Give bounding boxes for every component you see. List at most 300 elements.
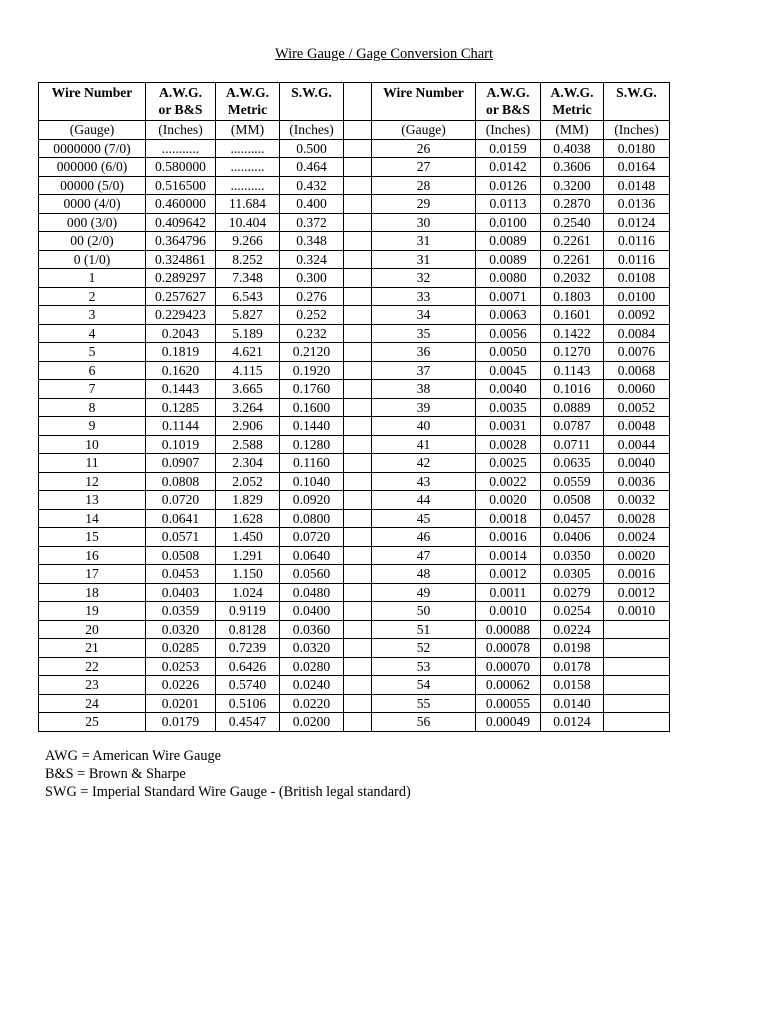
table-cell: 0.1019: [146, 435, 216, 454]
spacer-cell: [344, 528, 372, 547]
table-cell: 0.0010: [476, 602, 541, 621]
table-cell: 1.024: [216, 583, 280, 602]
table-cell: 0.300: [280, 269, 344, 288]
spacer-cell: [344, 398, 372, 417]
table-cell: 0.0020: [604, 546, 670, 565]
table-cell: 24: [39, 694, 146, 713]
table-cell: 15: [39, 528, 146, 547]
table-cell: 35: [372, 324, 476, 343]
table-cell: 0.0280: [280, 657, 344, 676]
table-cell: 22: [39, 657, 146, 676]
spacer-cell: [344, 176, 372, 195]
table-cell: 0.257627: [146, 287, 216, 306]
table-cell: 0.0224: [541, 620, 604, 639]
table-cell: 27: [372, 158, 476, 177]
table-cell: 0.400: [280, 195, 344, 214]
abbreviation-legend: [45, 747, 411, 801]
table-cell: 0.0025: [476, 454, 541, 473]
spacer-cell: [344, 472, 372, 491]
table-cell: 26: [372, 139, 476, 158]
table-cell: 0.0400: [280, 602, 344, 621]
table-cell: 23: [39, 676, 146, 695]
table-row: [39, 528, 670, 547]
table-row: [39, 491, 670, 510]
table-cell: 0.1620: [146, 361, 216, 380]
table-cell: 28: [372, 176, 476, 195]
table-cell: 0000000 (7/0): [39, 139, 146, 158]
spacer-cell: [344, 713, 372, 732]
table-cell: 5.827: [216, 306, 280, 325]
spacer-cell: [344, 343, 372, 362]
table-cell: 0.0084: [604, 324, 670, 343]
table-cell: 0.0044: [604, 435, 670, 454]
table-row: [39, 565, 670, 584]
table-cell: 0.6426: [216, 657, 280, 676]
table-row: [39, 435, 670, 454]
table-cell: 0.0142: [476, 158, 541, 177]
table-cell: 0.0200: [280, 713, 344, 732]
table-cell: (Inches): [280, 121, 344, 140]
table-cell: 52: [372, 639, 476, 658]
table-cell: (MM): [216, 121, 280, 140]
table-row: [39, 694, 670, 713]
table-cell: 0.0320: [146, 620, 216, 639]
table-cell: 17: [39, 565, 146, 584]
table-row: [39, 676, 670, 695]
table-cell: 0.0920: [280, 491, 344, 510]
table-cell: 0.0016: [604, 565, 670, 584]
table-cell: 0.0178: [541, 657, 604, 676]
table-cell: 4: [39, 324, 146, 343]
table-cell: 1.150: [216, 565, 280, 584]
table-cell: 0.2120: [280, 343, 344, 362]
spacer-cell: [344, 324, 372, 343]
table-cell: ..........: [216, 139, 280, 158]
table-cell: (Gauge): [372, 121, 476, 140]
table-cell: 0.0571: [146, 528, 216, 547]
table-cell: 0.0089: [476, 250, 541, 269]
spacer-cell: [344, 565, 372, 584]
table-cell: 0.3200: [541, 176, 604, 195]
spacer-cell: [344, 380, 372, 399]
table-cell: 0.0140: [541, 694, 604, 713]
table-cell: 0.1600: [280, 398, 344, 417]
table-cell: 19: [39, 602, 146, 621]
legend-line: SWG = Imperial Standard Wire Gauge - (British legal standard): [45, 784, 411, 800]
table-cell: Wire Number: [372, 83, 476, 121]
table-cell: 0.324861: [146, 250, 216, 269]
table-cell: 0.324: [280, 250, 344, 269]
spacer-cell: [344, 509, 372, 528]
table-cell: (Inches): [146, 121, 216, 140]
table-cell: 0.0036: [604, 472, 670, 491]
table-row: [39, 602, 670, 621]
table-cell: 7.348: [216, 269, 280, 288]
table-row: [39, 139, 670, 158]
spacer-cell: [344, 454, 372, 473]
legend-line: AWG = American Wire Gauge: [45, 748, 221, 764]
table-cell: ..........: [216, 176, 280, 195]
table-cell: 0.0635: [541, 454, 604, 473]
table-cell: A.W.G. Metric: [541, 83, 604, 121]
unit-row: [39, 121, 670, 140]
table-cell: 0.0060: [604, 380, 670, 399]
table-cell: 0000 (4/0): [39, 195, 146, 214]
table-cell: 34: [372, 306, 476, 325]
spacer-cell: [344, 250, 372, 269]
table-row: [39, 620, 670, 639]
table-cell: [604, 657, 670, 676]
table-cell: 10: [39, 435, 146, 454]
table-cell: 0.0100: [476, 213, 541, 232]
table-cell: 0.0406: [541, 528, 604, 547]
table-cell: 0.0559: [541, 472, 604, 491]
table-cell: 32: [372, 269, 476, 288]
table-cell: 0.2870: [541, 195, 604, 214]
legend-line: B&S = Brown & Sharpe: [45, 766, 186, 782]
table-row: [39, 546, 670, 565]
table-cell: 0.1440: [280, 417, 344, 436]
table-cell: 0.0113: [476, 195, 541, 214]
table-cell: 0.2261: [541, 250, 604, 269]
table-cell: 0.0350: [541, 546, 604, 565]
table-cell: 30: [372, 213, 476, 232]
table-row: [39, 287, 670, 306]
table-cell: 0.0720: [146, 491, 216, 510]
table-cell: 0.0089: [476, 232, 541, 251]
table-cell: 0.0028: [476, 435, 541, 454]
spacer-cell: [344, 232, 372, 251]
table-cell: 0.1760: [280, 380, 344, 399]
table-cell: 0.0240: [280, 676, 344, 695]
table-cell: ..........: [216, 158, 280, 177]
table-cell: 0.00070: [476, 657, 541, 676]
table-cell: 0.0018: [476, 509, 541, 528]
table-cell: 0.0012: [604, 583, 670, 602]
spacer-cell: [344, 213, 372, 232]
table-cell: [604, 713, 670, 732]
table-cell: 48: [372, 565, 476, 584]
table-cell: 000 (3/0): [39, 213, 146, 232]
table-cell: 0.4038: [541, 139, 604, 158]
table-cell: [604, 676, 670, 695]
table-cell: 0.2032: [541, 269, 604, 288]
table-cell: 21: [39, 639, 146, 658]
table-row: [39, 509, 670, 528]
table-cell: 0.0010: [604, 602, 670, 621]
table-row: [39, 343, 670, 362]
table-cell: 0.5740: [216, 676, 280, 695]
table-cell: 29: [372, 195, 476, 214]
table-cell: 0.0453: [146, 565, 216, 584]
table-cell: 3.665: [216, 380, 280, 399]
table-cell: 0.0056: [476, 324, 541, 343]
table-cell: ...........: [146, 139, 216, 158]
table-cell: 8.252: [216, 250, 280, 269]
table-cell: 0.460000: [146, 195, 216, 214]
table-cell: 0.0012: [476, 565, 541, 584]
table-cell: 53: [372, 657, 476, 676]
table-row: [39, 176, 670, 195]
table-cell: 11: [39, 454, 146, 473]
table-cell: 0.0100: [604, 287, 670, 306]
table-cell: 0.1270: [541, 343, 604, 362]
table-cell: 0.0011: [476, 583, 541, 602]
table-cell: 0.464: [280, 158, 344, 177]
table-cell: 6: [39, 361, 146, 380]
table-cell: 0.0285: [146, 639, 216, 658]
table-cell: 0.1920: [280, 361, 344, 380]
table-cell: 5.189: [216, 324, 280, 343]
table-cell: 0.0014: [476, 546, 541, 565]
table-cell: 2: [39, 287, 146, 306]
table-cell: 0.0198: [541, 639, 604, 658]
table-cell: 0.0028: [604, 509, 670, 528]
table-cell: 8: [39, 398, 146, 417]
table-cell: 51: [372, 620, 476, 639]
table-cell: [604, 620, 670, 639]
table-cell: 0.0020: [476, 491, 541, 510]
table-row: [39, 213, 670, 232]
table-cell: 0.2261: [541, 232, 604, 251]
table-cell: 9.266: [216, 232, 280, 251]
table-cell: 2.906: [216, 417, 280, 436]
table-cell: 0.0063: [476, 306, 541, 325]
table-cell: 0.0092: [604, 306, 670, 325]
table-cell: 1.829: [216, 491, 280, 510]
table-cell: 0.2043: [146, 324, 216, 343]
table-cell: 0.1280: [280, 435, 344, 454]
table-cell: 16: [39, 546, 146, 565]
table-cell: 0.0359: [146, 602, 216, 621]
spacer-cell: [344, 139, 372, 158]
table-row: [39, 195, 670, 214]
spacer-cell: [344, 491, 372, 510]
table-cell: 0.1144: [146, 417, 216, 436]
table-cell: 0.0457: [541, 509, 604, 528]
spacer-cell: [344, 306, 372, 325]
table-cell: 0.0711: [541, 435, 604, 454]
table-cell: S.W.G.: [280, 83, 344, 121]
table-cell: 0.0124: [541, 713, 604, 732]
table-cell: 0.1443: [146, 380, 216, 399]
table-cell: 0.1040: [280, 472, 344, 491]
table-cell: 38: [372, 380, 476, 399]
table-cell: 0.432: [280, 176, 344, 195]
table-cell: 0.0032: [604, 491, 670, 510]
spacer-cell: [344, 417, 372, 436]
table-cell: 5: [39, 343, 146, 362]
table-cell: 0.0158: [541, 676, 604, 695]
table-cell: 0.4547: [216, 713, 280, 732]
table-cell: 50: [372, 602, 476, 621]
table-cell: 0.229423: [146, 306, 216, 325]
table-cell: 46: [372, 528, 476, 547]
table-cell: 000000 (6/0): [39, 158, 146, 177]
table-cell: 0.00062: [476, 676, 541, 695]
table-cell: 25: [39, 713, 146, 732]
table-cell: 49: [372, 583, 476, 602]
table-cell: 0.348: [280, 232, 344, 251]
table-cell: 36: [372, 343, 476, 362]
table-cell: (Inches): [604, 121, 670, 140]
spacer-cell: [344, 546, 372, 565]
table-cell: 11.684: [216, 195, 280, 214]
table-cell: 0.0641: [146, 509, 216, 528]
table-cell: 0.1819: [146, 343, 216, 362]
spacer-cell: [344, 195, 372, 214]
table-cell: 0.0305: [541, 565, 604, 584]
table-cell: 1.291: [216, 546, 280, 565]
table-cell: 43: [372, 472, 476, 491]
table-cell: 0.0403: [146, 583, 216, 602]
wire-gauge-table: [38, 82, 670, 732]
spacer-cell: [344, 676, 372, 695]
spacer-cell: [344, 435, 372, 454]
table-cell: 00000 (5/0): [39, 176, 146, 195]
table-cell: 0.0050: [476, 343, 541, 362]
table-cell: 0.0480: [280, 583, 344, 602]
table-cell: 0.0124: [604, 213, 670, 232]
table-cell: Wire Number: [39, 83, 146, 121]
table-cell: 2.304: [216, 454, 280, 473]
table-cell: 0.409642: [146, 213, 216, 232]
table-cell: 1: [39, 269, 146, 288]
table-cell: 0.0040: [476, 380, 541, 399]
table-cell: 0.3606: [541, 158, 604, 177]
table-cell: 0.0076: [604, 343, 670, 362]
table-cell: 0.0253: [146, 657, 216, 676]
table-cell: 0.0800: [280, 509, 344, 528]
table-cell: 0.0116: [604, 250, 670, 269]
table-row: [39, 361, 670, 380]
table-cell: 0.0508: [146, 546, 216, 565]
table-cell: 40: [372, 417, 476, 436]
table-cell: 0.0148: [604, 176, 670, 195]
table-cell: 0.1803: [541, 287, 604, 306]
table-cell: 0.0040: [604, 454, 670, 473]
table-cell: 12: [39, 472, 146, 491]
table-cell: 20: [39, 620, 146, 639]
table-cell: 0.00055: [476, 694, 541, 713]
table-cell: 0.0720: [280, 528, 344, 547]
table-cell: 0.0068: [604, 361, 670, 380]
table-cell: (MM): [541, 121, 604, 140]
table-cell: 42: [372, 454, 476, 473]
table-cell: 0.0031: [476, 417, 541, 436]
table-cell: 3: [39, 306, 146, 325]
table-cell: 18: [39, 583, 146, 602]
table-row: [39, 472, 670, 491]
table-row: [39, 583, 670, 602]
table-cell: 0.00049: [476, 713, 541, 732]
table-cell: (Gauge): [39, 121, 146, 140]
table-cell: 7: [39, 380, 146, 399]
table-cell: 0.0560: [280, 565, 344, 584]
table-row: [39, 250, 670, 269]
table-cell: 0.0180: [604, 139, 670, 158]
table-cell: 54: [372, 676, 476, 695]
table-row: [39, 158, 670, 177]
table-cell: 0.0022: [476, 472, 541, 491]
table-cell: A.W.G. or B&S: [476, 83, 541, 121]
table-cell: 0.0279: [541, 583, 604, 602]
table-cell: 0.0136: [604, 195, 670, 214]
table-cell: 4.115: [216, 361, 280, 380]
table-cell: 00 (2/0): [39, 232, 146, 251]
table-cell: 2.588: [216, 435, 280, 454]
spacer-cell: [344, 83, 372, 121]
table-cell: 0.0024: [604, 528, 670, 547]
table-cell: 0.0360: [280, 620, 344, 639]
spacer-cell: [344, 657, 372, 676]
table-cell: 0.364796: [146, 232, 216, 251]
table-cell: 33: [372, 287, 476, 306]
table-row: [39, 232, 670, 251]
table-cell: 0.1016: [541, 380, 604, 399]
table-cell: 0.0787: [541, 417, 604, 436]
table-cell: 0.0045: [476, 361, 541, 380]
chart-title: Wire Gauge / Gage Conversion Chart: [274, 46, 494, 62]
table-row: [39, 398, 670, 417]
spacer-cell: [344, 602, 372, 621]
table-row: [39, 454, 670, 473]
table-cell: 0.1601: [541, 306, 604, 325]
table-cell: 0.1143: [541, 361, 604, 380]
table-cell: 0.1422: [541, 324, 604, 343]
table-cell: 31: [372, 232, 476, 251]
spacer-cell: [344, 361, 372, 380]
table-cell: 0.0080: [476, 269, 541, 288]
table-cell: 0.252: [280, 306, 344, 325]
table-row: [39, 713, 670, 732]
table-cell: 0.232: [280, 324, 344, 343]
table-cell: 41: [372, 435, 476, 454]
table-cell: 13: [39, 491, 146, 510]
table-cell: 0.0320: [280, 639, 344, 658]
table-cell: 0.0808: [146, 472, 216, 491]
table-cell: 0.0640: [280, 546, 344, 565]
table-cell: A.W.G. or B&S: [146, 83, 216, 121]
table-cell: 0.516500: [146, 176, 216, 195]
table-row: [39, 306, 670, 325]
table-cell: 0.9119: [216, 602, 280, 621]
table-cell: 0.0126: [476, 176, 541, 195]
table-cell: 2.052: [216, 472, 280, 491]
table-cell: 0.580000: [146, 158, 216, 177]
table-cell: 0.500: [280, 139, 344, 158]
table-cell: 0.5106: [216, 694, 280, 713]
table-cell: 0.0201: [146, 694, 216, 713]
table-cell: 0.0035: [476, 398, 541, 417]
table-cell: 6.543: [216, 287, 280, 306]
table-cell: 0.0052: [604, 398, 670, 417]
table-cell: 0.00088: [476, 620, 541, 639]
table-cell: 0.00078: [476, 639, 541, 658]
table-cell: 0.0179: [146, 713, 216, 732]
table-row: [39, 324, 670, 343]
table-cell: 0.276: [280, 287, 344, 306]
table-cell: 37: [372, 361, 476, 380]
table-row: [39, 657, 670, 676]
spacer-cell: [344, 158, 372, 177]
table-cell: 39: [372, 398, 476, 417]
table-row: [39, 417, 670, 436]
table-cell: 47: [372, 546, 476, 565]
table-cell: 0.289297: [146, 269, 216, 288]
table-cell: 0.372: [280, 213, 344, 232]
table-cell: 14: [39, 509, 146, 528]
